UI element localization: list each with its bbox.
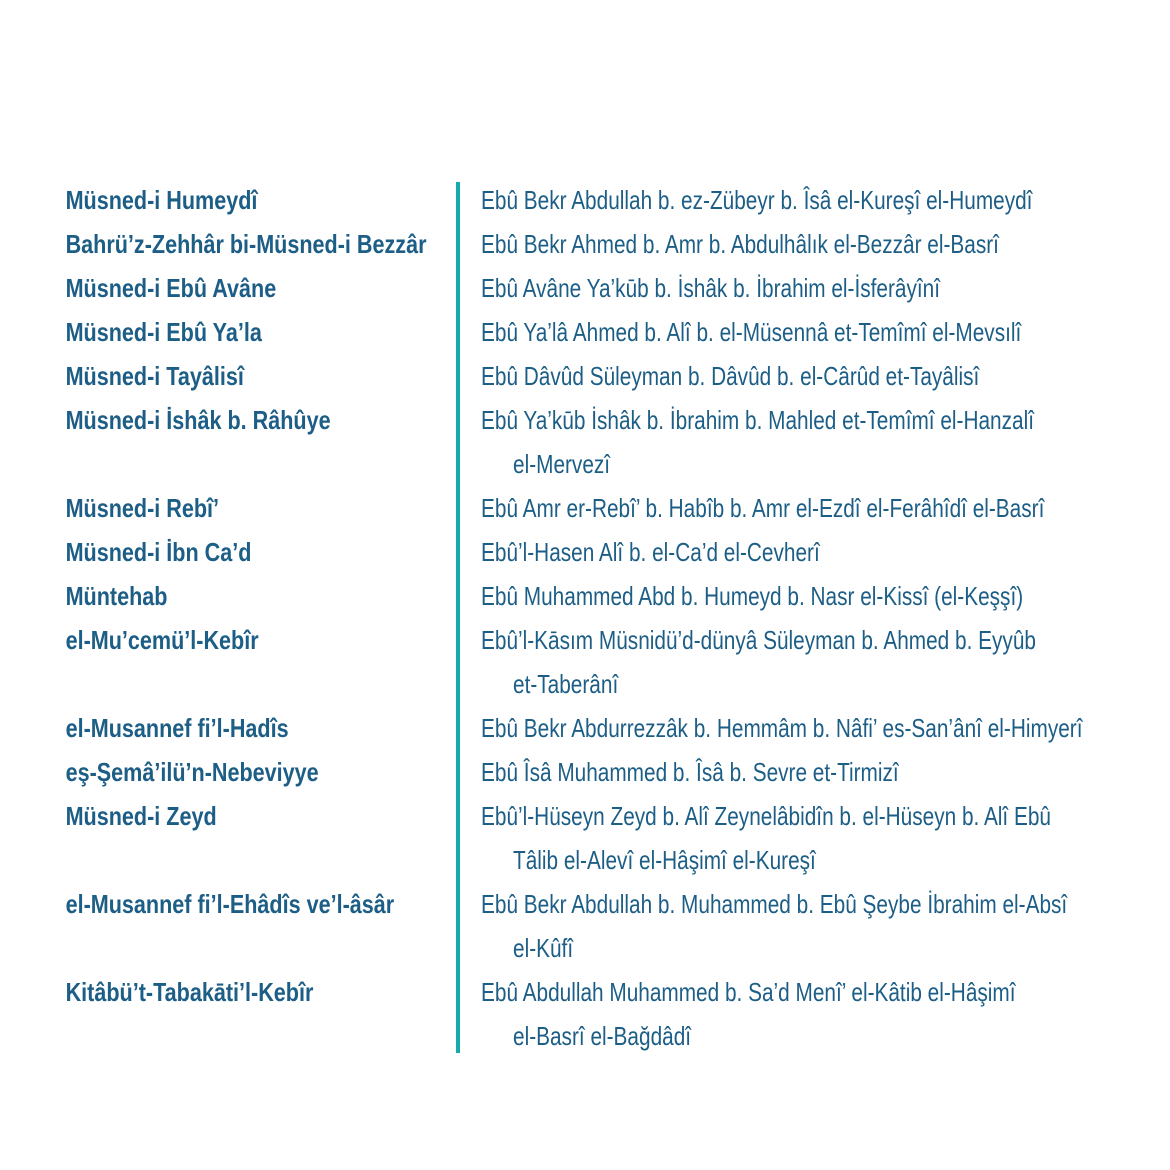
work-author-list	[0, 178, 1170, 1058]
work-title: Müsned-i Humeydî	[65, 185, 258, 215]
author-name	[481, 310, 1022, 354]
work-title: eş-Şemâ’ilü’n-Nebeviyye	[65, 757, 319, 787]
author-name	[481, 398, 1034, 486]
work-title: Müsned-i Ebû Ya’la	[65, 317, 262, 347]
author-name	[481, 178, 1033, 222]
work-title: Müsned-i Tayâlisî	[65, 361, 244, 391]
author-continuation-line: Tâlib el-Alevî el-Hâşimî el-Kureşî	[513, 845, 816, 875]
work-title: Kitâbü’t-Tabakāti’l-Kebîr	[65, 977, 314, 1007]
author-line: Ebû’l-Hüseyn Zeyd b. Alî Zeynelâbidîn b. el-Hüseyn b. Alî Ebû	[481, 801, 1051, 831]
list-item	[0, 706, 1170, 750]
author-name	[481, 266, 1001, 310]
list-item	[0, 750, 1170, 794]
work-title: el-Musannef fi’l-Ehâdîs ve’l-âsâr	[65, 889, 395, 919]
author-line: Ebû Bekr Abdullah b. ez-Zübeyr b. Îsâ el-Kureşî el-Humeydî	[481, 185, 1033, 215]
author-continuation-line: et-Taberânî	[513, 669, 619, 699]
list-item	[0, 398, 1170, 486]
author-name	[481, 486, 1045, 530]
author-name	[481, 706, 1083, 750]
work-title: el-Mu’cemü’l-Kebîr	[65, 625, 259, 655]
author-line: Ebû Amr er-Rebî’ b. Habîb b. Amr el-Ezdî el-Ferâhîdî el-Basrî	[481, 493, 1045, 523]
author-name	[481, 574, 1024, 618]
work-title: Müntehab	[65, 581, 168, 611]
list-item	[0, 882, 1170, 970]
list-item	[0, 222, 1170, 266]
author-continuation-line: el-Basrî el-Bağdâdî	[513, 1021, 692, 1051]
work-title: Müsned-i Rebî’	[65, 493, 220, 523]
work-title: Müsned-i Zeyd	[65, 801, 217, 831]
list-item	[0, 486, 1170, 530]
author-name	[481, 354, 1001, 398]
author-line: Ebû Abdullah Muhammed b. Sa’d Menî’ el-Kâtib el-Hâşimî	[481, 977, 1016, 1007]
author-name	[481, 222, 1001, 266]
work-title: Müsned-i İbn Ca’d	[65, 537, 252, 567]
work-title: el-Musannef fi’l-Hadîs	[65, 713, 289, 743]
list-item	[0, 354, 1170, 398]
author-name	[481, 618, 1036, 706]
list-item	[0, 266, 1170, 310]
list-item	[0, 574, 1170, 618]
author-line: Ebû Bekr Abdullah b. Muhammed b. Ebû Şeybe İbrahim el-Absî	[481, 889, 1068, 919]
list-item	[0, 310, 1170, 354]
author-name	[481, 794, 1051, 882]
work-title: Bahrü’z-Zehhâr bi-Müsned-i Bezzâr	[65, 229, 427, 259]
author-name	[481, 530, 1001, 574]
list-item	[0, 178, 1170, 222]
author-line: Ebû Avâne Ya’kūb b. İshâk b. İbrahim el-İsferâyînî	[481, 273, 941, 303]
author-line: Ebû’l-Kāsım Müsnidü’d-dünyâ Süleyman b. Ahmed b. Eyyûb	[481, 625, 1036, 655]
work-title: Müsned-i İshâk b. Râhûye	[65, 405, 331, 435]
author-line: Ebû’l-Hasen Alî b. el-Ca’d el-Cevherî	[481, 537, 820, 567]
list-item	[0, 794, 1170, 882]
author-name	[481, 970, 1016, 1058]
author-name	[481, 750, 1001, 794]
list-item	[0, 970, 1170, 1058]
author-continuation-line: el-Mervezî	[513, 449, 611, 479]
author-line: Ebû Bekr Abdurrezzâk b. Hemmâm b. Nâfi’ es-San’ânî el-Himyerî	[481, 713, 1083, 743]
work-title: Müsned-i Ebû Avâne	[65, 273, 277, 303]
author-line: Ebû Ya’kūb İshâk b. İbrahim b. Mahled et-Temîmî el-Hanzalî	[481, 405, 1034, 435]
author-name	[481, 882, 1068, 970]
list-item	[0, 618, 1170, 706]
author-line: Ebû Ya’lâ Ahmed b. Alî b. el-Müsennâ et-Temîmî el-Mevsılî	[481, 317, 1022, 347]
author-line: Ebû Muhammed Abd b. Humeyd b. Nasr el-Kissî (el-Keşşî)	[481, 581, 1024, 611]
author-line: Ebû Bekr Ahmed b. Amr b. Abdulhâlık el-Bezzâr el-Basrî	[481, 229, 999, 259]
author-continuation-line: el-Kûfî	[513, 933, 574, 963]
author-line: Ebû Dâvûd Süleyman b. Dâvûd b. el-Cârûd et-Tayâlisî	[481, 361, 980, 391]
author-line: Ebû Îsâ Muhammed b. Îsâ b. Sevre et-Tirmizî	[481, 757, 899, 787]
list-item	[0, 530, 1170, 574]
